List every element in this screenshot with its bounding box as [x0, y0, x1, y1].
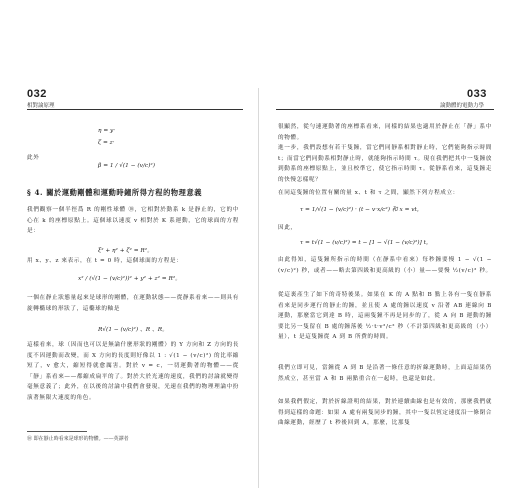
- equation-sphere: ξ² + η² + ζ² = R²。: [98, 248, 153, 254]
- left-paragraph-4: 這樣看來，球（因而也可以是無論什麼形狀的剛體）的 Y 方向和 Z 方向的長度不因運動而改變，而 X 方向的長度則好像以 1 : √(1 − (v/c)²) 的比率縮短了，v 愈大，縮短得就愈厲害。對於 v = c，一切運動著的物體——從「靜」系看來——都縮成扁平的了。對於大於光速的速度，我們的討論就變得毫無意義了；此外，在以後的討論中我們會發現，光速在我們的物理理論中扮演著無限大速度的角色。: [27, 342, 239, 401]
- right-paragraph-5: 從這裏產生了如下的奇特後果。如果在 K 的 A 點和 B 點上各有一隻在靜系看來是同步運行的靜止的鐘，並且使 A 處的鐘以速度 v 沿著 AB 連線向 B 運動，那麼當它到達 B 時，這兩隻鐘不再是同步的了，從 A 向 B 運動的鐘要比另一隻留在 B 處的鐘落後 ½·t·v²/c² 秒（不計第四級和更高級的（小）量），t 是這隻鐘從 A 到 B 所費的時間。: [278, 292, 492, 340]
- left-paragraph-3: 一個在靜止狀態量起來是球形的剛體，在運動狀態——從靜系看來——則具有旋轉橢球的形狀了，這橢球的軸是: [27, 295, 239, 312]
- equation-axes: R√(1 − (v/c)²) 、R 、R。: [98, 327, 168, 333]
- right-paragraph-6: 我們立即可見，當鐘從 A 到 B 是沿著一條任意的折線運動時，上面這結果仍然成立，甚至當 A 和 B 兩點重合在一起時，也還是如此。: [278, 365, 492, 382]
- equation-beta: [98, 163, 155, 169]
- equation-eta: η = y·: [98, 128, 116, 134]
- equation-beta-text: β = 1 / √(1 − (v/c)²): [98, 163, 155, 169]
- right-paragraph-7: 如果我們假定，對於折線證明的結果，對於連續曲線也是有效的，那麼我們就得到這樣的命題：如果 A 處有兩隻同步的鐘，其中一隻以恆定速度沿一條閉合曲線運動，經歷了 t 秒後回到 A，那麼，比那隻: [278, 399, 492, 426]
- footnote-rule: [27, 431, 87, 432]
- right-label-yinci: 因此，: [278, 225, 297, 231]
- right-running-head: 論動體的電動力學: [440, 103, 485, 109]
- left-paragraph-1: 我們觀察一個半徑爲 R 的剛性球體 ⑩，它相對於動系 k 是靜止的，它的中心在 k 的座標原點上。這個球以速度 v 相對於 K 系運動，它的球面的方程是：: [27, 207, 239, 234]
- left-page-number: 032: [27, 88, 47, 100]
- right-header-rule: [276, 109, 494, 110]
- equation-tau-1: τ = 1/√(1 − (v/c)²) · (t − v·x/c²) 和 x = vt，: [300, 207, 423, 213]
- right-paragraph-3: 在同這隻鐘的位置有關的量 x、t 和 τ 之間，顯然下列方程成立：: [278, 190, 459, 196]
- section-heading: § 4. 關於運動剛體和運動時鐘所得方程的物理意義: [27, 188, 203, 197]
- equation-ellipsoid: x² / (√(1 − (v/c)²))² + y² + z² = R²。: [78, 276, 181, 282]
- right-paragraph-2: 進一步，我們設想有若干隻鐘，當它們同靜系相對靜止時，它們能夠指示時間 t；而當它們同動系相對靜止時，就能夠指示時間 τ。現在我們把其中一隻鐘放到動系的座標原點上，並且校準它，使它指示時間 τ。從靜系看來，這隻鐘走的快慢怎樣呢？: [278, 145, 492, 183]
- left-running-head: 相對論原理: [27, 103, 55, 109]
- left-header-rule: [27, 109, 243, 110]
- equation-zeta: ζ = z·: [98, 140, 115, 146]
- right-paragraph-1: 很顯然，從勻速運動著的座標系看來，同樣的結果也適用於靜止在「靜」系中的物體。: [278, 124, 492, 141]
- book-spine: [258, 88, 259, 488]
- left-paragraph-2: 用 x、y、z 來表示，在 t = 0 時，這個球面的方程是：: [27, 258, 183, 264]
- footnote: ⑩ 即在靜止時看來是球形的物體。——英譯者: [27, 436, 129, 442]
- right-page-number: 033: [467, 88, 487, 100]
- right-paragraph-4: 由此得知，這隻鐘所指示的時間（在靜系中看來）每秒鐘要慢 1 − √(1 − (v/c)²) 秒，或者——略去第四級和更高級的（小）量——要慢 ½(v/c)² 秒。: [278, 257, 492, 274]
- equation-tau-2: τ = t√(1 − (v/c)²) = t − [1 − √(1 − (v/c)²)] t，: [300, 240, 432, 246]
- left-label-cishi: 此外: [27, 155, 40, 161]
